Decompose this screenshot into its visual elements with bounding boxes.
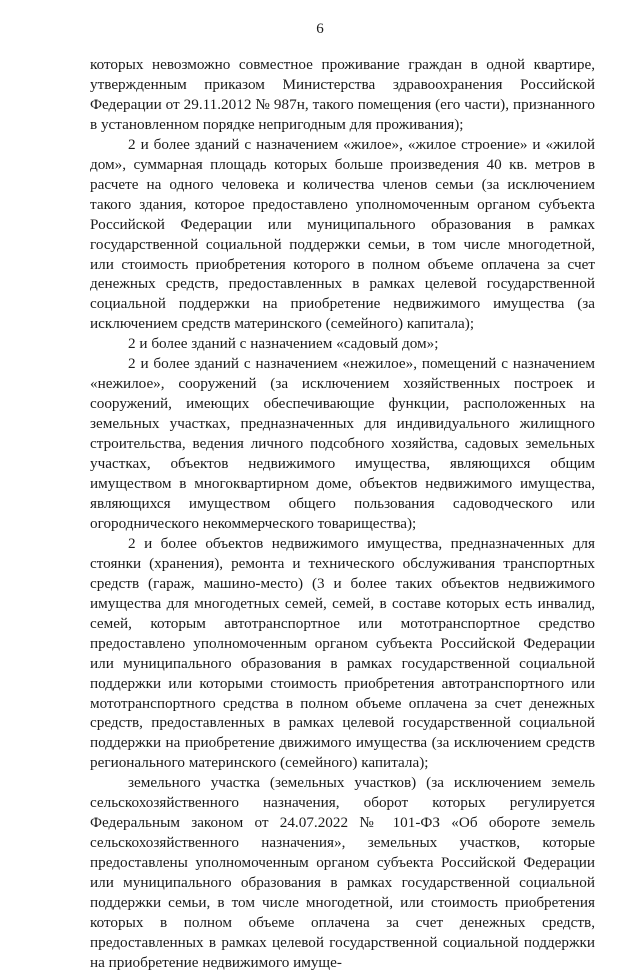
- paragraph-land-plots: земельного участка (земельных участков) (за исключением земель сельскохозяйственного назначения, оборот которых регулируется Федеральным законом от 24.07.2022 № 101-ФЗ «Об обороте земель сельскохозяйственного назначения», земельных участков, которые предоставлены уполномоченным органом субъекта Российской Федерации или муниципального образования в рамках государственной социальной поддержки семьи, в том числе многодетной, или стоимость приобретения которых в полном объеме оплачена за счет денежных средств, предоставленных в рамках целевой государственной социальной поддержки на приобретение недвижимого имуще-: [90, 774, 595, 971]
- paragraph-garden-houses: 2 и более зданий с назначением «садовый дом»;: [128, 335, 439, 353]
- paragraph-non-residential: 2 и более зданий с назначением «нежилое», помещений с назначением «нежилое», сооружений (за исключением хозяйственных построек и сооружений, имеющих обеспечивающие функции, расположенных на земельных участках, предназначенных для индивидуального жилищного строительства, ведения личного подсобного хозяйства, садовых земельных участках, объектов недвижимого имущества, являющихся общим имуществом в многоквартирном доме, объектов недвижимого имущества, являющихся имуществом общего пользования садоводческого или огороднического некоммерческого товарищества);: [90, 355, 595, 532]
- paragraph-vehicle-storage: 2 и более объектов недвижимого имущества, предназначенных для стоянки (хранения), ремонта и технического обслуживания транспортных средств (гараж, машино-место) (3 и более таких объектов недвижимого имущества для многодетных семей, семей, в составе которых есть инвалид, семей, которым автотранспортное или мототранспортное средство предоставлено уполномоченным органом субъекта Российской Федерации или муниципального образования в рамках государственной социальной поддержки или которыми стоимость приобретения автотранспортного или мототранспортного средства в полном объеме оплачена за счет денежных средств, предоставленных в рамках целевой государственной социальной поддержки на приобретение движимого имущества (за исключением средств регионального материнского (семейного) капитала);: [90, 534, 595, 772]
- paragraph-continuation: которых невозможно совместное проживание граждан в одной квартире, утвержденным приказом Министерства здравоохранения Российской Федерации от 29.11.2012 № 987н, такого помещения (его части), признанного в установленном порядке непригодным для проживания);: [90, 56, 595, 133]
- paragraph-residential-buildings: 2 и более зданий с назначением «жилое», «жилое строение» и «жилой дом», суммарная площадь которых больше произведения 40 кв. метров в расчете на одного человека и количества членов семьи (за исключением такого здания, которое предоставлено уполномоченным органом субъекта Российской Федерации или муниципального образования в рамках государственной социальной поддержки семьи, в том числе многодетной, или стоимость приобретения которого в полном объеме оплачена за счет денежных средств, предоставленных в рамках целевой государственной социальной поддержки на приобретение недвижимого имущества (за исключением средств материнского (семейного) капитала);: [90, 135, 595, 333]
- document-body: [90, 55, 595, 973]
- page-number: 6: [316, 21, 324, 37]
